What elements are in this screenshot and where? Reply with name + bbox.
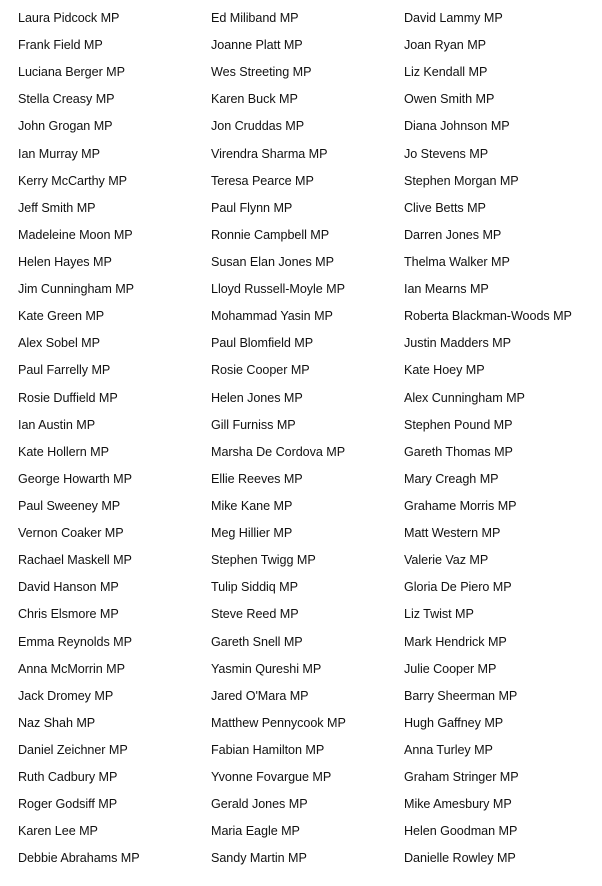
mp-name: Julie Cooper MP: [404, 661, 497, 676]
mp-name: Matt Western MP: [404, 526, 501, 541]
mp-name: Lloyd Russell-Moyle MP: [211, 282, 345, 297]
mp-name: Naz Shah MP: [18, 715, 96, 730]
mp-name: Karen Lee MP: [18, 824, 98, 839]
mp-name: Ed Miliband MP: [211, 11, 299, 25]
mp-name: Chris Elsmore MP: [18, 607, 119, 622]
mp-name: Maria Eagle MP: [211, 824, 300, 839]
mp-name: David Lammy MP: [404, 11, 503, 25]
mp-name: Laura Pidcock MP: [18, 11, 120, 25]
mp-name: Luciana Berger MP: [18, 65, 125, 80]
mp-name: Jo Stevens MP: [404, 146, 489, 161]
mp-name: Anna Turley MP: [404, 742, 493, 757]
mp-name: Helen Goodman MP: [404, 824, 518, 839]
mp-name: Debbie Abrahams MP: [18, 851, 140, 866]
mp-name: Danielle Rowley MP: [404, 851, 516, 866]
mp-name: Gareth Snell MP: [211, 634, 303, 649]
mp-name: Daniel Zeichner MP: [18, 742, 128, 757]
mp-name: Clive Betts MP: [404, 200, 486, 215]
mp-name: Jeff Smith MP: [18, 200, 96, 215]
mp-name: Kate Green MP: [18, 309, 105, 324]
mp-name: Owen Smith MP: [404, 92, 495, 107]
mp-name: Barry Sheerman MP: [404, 688, 518, 703]
mp-name: Alex Cunningham MP: [404, 390, 525, 405]
mp-name: Roberta Blackman-Woods MP: [404, 309, 572, 324]
name-column-1: [18, 5, 198, 873]
mp-name: Susan Elan Jones MP: [211, 254, 334, 269]
mp-name: Steve Reed MP: [211, 607, 299, 622]
mp-name: Mohammad Yasin MP: [211, 309, 333, 324]
mp-name: Emma Reynolds MP: [18, 634, 132, 649]
mp-name: Marsha De Cordova MP: [211, 444, 346, 459]
mp-name: Joanne Platt MP: [211, 38, 303, 53]
mp-name: Stephen Pound MP: [404, 417, 513, 432]
mp-name: Virendra Sharma MP: [211, 146, 328, 161]
mp-name: John Grogan MP: [18, 119, 113, 134]
mp-name: Vernon Coaker MP: [18, 526, 124, 541]
mp-name: Mark Hendrick MP: [404, 634, 507, 649]
mp-name: George Howarth MP: [18, 471, 132, 486]
mp-name: Madeleine Moon MP: [18, 227, 133, 242]
mp-name: Graham Stringer MP: [404, 770, 519, 785]
mp-name: Rosie Cooper MP: [211, 363, 310, 378]
mp-name: Wes Streeting MP: [211, 65, 312, 80]
mp-name: Thelma Walker MP: [404, 254, 510, 269]
mp-name: Frank Field MP: [18, 38, 103, 53]
mp-name: Valerie Vaz MP: [404, 553, 489, 568]
mp-name: Matthew Pennycook MP: [211, 715, 346, 730]
mp-name: Hugh Gaffney MP: [404, 715, 504, 730]
mp-name: Kate Hollern MP: [18, 444, 109, 459]
mp-name: Justin Madders MP: [404, 336, 511, 351]
mp-name: Gill Furniss MP: [211, 417, 296, 432]
mp-name: Liz Kendall MP: [404, 65, 488, 80]
mp-name: Yvonne Fovargue MP: [211, 770, 332, 785]
mp-name: Jack Dromey MP: [18, 688, 114, 703]
mp-name: Stella Creasy MP: [18, 92, 115, 107]
mp-name: Anna McMorrin MP: [18, 661, 125, 676]
mp-name: Fabian Hamilton MP: [211, 742, 325, 757]
mp-name: Stephen Morgan MP: [404, 173, 519, 188]
mp-name: Helen Hayes MP: [18, 254, 112, 269]
mp-name: Grahame Morris MP: [404, 498, 517, 513]
mp-name: Gloria De Piero MP: [404, 580, 512, 595]
mp-name: Paul Blomfield MP: [211, 336, 314, 351]
mp-name: Yasmin Qureshi MP: [211, 661, 322, 676]
mp-name: Meg Hillier MP: [211, 526, 293, 541]
mp-name: David Hanson MP: [18, 580, 119, 595]
mp-name: Ian Mearns MP: [404, 282, 489, 297]
mp-name: Gareth Thomas MP: [404, 444, 513, 459]
mp-name: Teresa Pearce MP: [211, 173, 314, 188]
mp-name: Darren Jones MP: [404, 227, 502, 242]
mp-name: Jared O'Mara MP: [211, 688, 309, 703]
mp-name: Ruth Cadbury MP: [18, 770, 118, 785]
mp-name: Helen Jones MP: [211, 390, 303, 405]
mp-name: Sandy Martin MP: [211, 851, 307, 866]
mp-name: Kate Hoey MP: [404, 363, 485, 378]
mp-name: Roger Godsiff MP: [18, 797, 118, 812]
mp-name: Mike Kane MP: [211, 498, 293, 513]
mp-name: Liz Twist MP: [404, 607, 474, 622]
mp-name: Paul Farrelly MP: [18, 363, 111, 378]
mp-name: Tulip Siddiq MP: [211, 580, 298, 595]
mp-name: Mike Amesbury MP: [404, 797, 512, 812]
mp-name: Joan Ryan MP: [404, 38, 486, 53]
mp-name: Rachael Maskell MP: [18, 553, 132, 568]
mp-name: Stephen Twigg MP: [211, 553, 316, 568]
name-column-3: [404, 5, 600, 873]
mp-name: Ian Austin MP: [18, 417, 96, 432]
mp-name: Jon Cruddas MP: [211, 119, 305, 134]
mp-name: Kerry McCarthy MP: [18, 173, 128, 188]
mp-name: Paul Sweeney MP: [18, 498, 121, 513]
mp-name: Ellie Reeves MP: [211, 471, 303, 486]
mp-name: Ronnie Campbell MP: [211, 227, 330, 242]
mp-name: Mary Creagh MP: [404, 471, 499, 486]
mp-name: Paul Flynn MP: [211, 200, 293, 215]
mp-name: Gerald Jones MP: [211, 797, 308, 812]
mp-name: Rosie Duffield MP: [18, 390, 118, 405]
mp-name: Diana Johnson MP: [404, 119, 510, 134]
mp-name: Ian Murray MP: [18, 146, 100, 161]
mp-name: Karen Buck MP: [211, 92, 298, 107]
mp-name: Alex Sobel MP: [18, 336, 100, 351]
name-column-2: [211, 5, 396, 873]
mp-name: Jim Cunningham MP: [18, 282, 135, 297]
